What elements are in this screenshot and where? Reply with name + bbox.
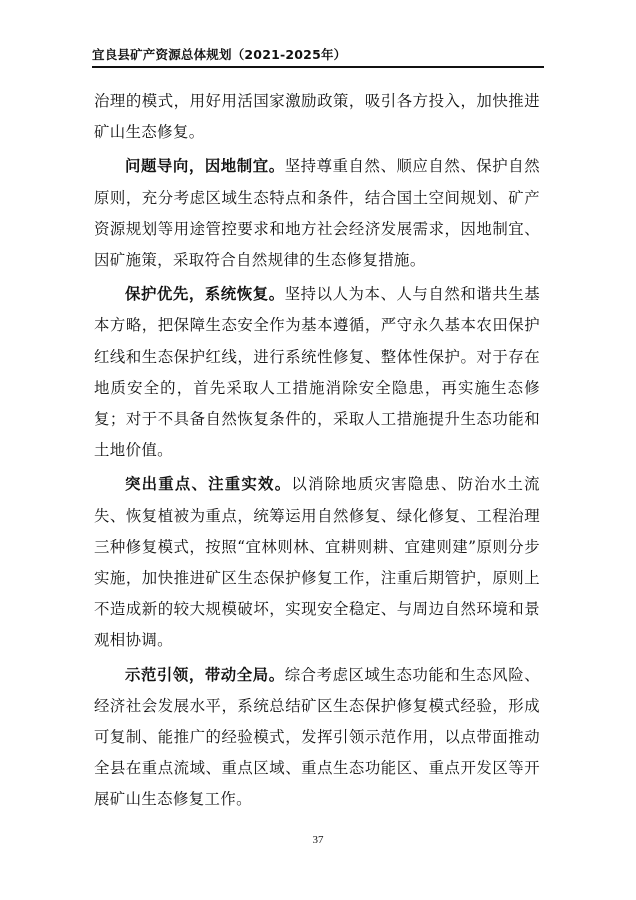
paragraph-protection-first [94, 279, 540, 466]
body-text [94, 86, 540, 819]
header-rule [92, 66, 544, 68]
page-number: 37 [312, 834, 324, 846]
paragraph-text: 坚持尊重自然、顺应自然、保护自然原则，充分考虑区域生态特点和条件，结合国土空间规划、矿产资源规划等用途管控要求和地方社会经济发展需求，因地制宜、因矿施策，采取符合自然规律的生态修复措施。 [94, 157, 540, 270]
paragraph-continuation [94, 86, 540, 148]
paragraph-text: 以消除地质灾害隐患、防治水土流失、恢复植被为重点，统筹运用自然修复、绿化修复、工程治理三种修复模式，按照“宜林则林、宜耕则耕、宜建则建”原则分步实施，加快推进矿区生态保护修复工作，注重后期管护，原则上不造成新的较大规模破坏，实现安全稳定、与周边自然环境和景观相协调。 [94, 475, 540, 650]
paragraph-lead: 示范引领，带动全局。 [125, 665, 285, 684]
paragraph-demonstration [94, 660, 540, 816]
paragraph-text: 综合考虑区域生态功能和生态风险、经济社会发展水平，系统总结矿区生态保护修复模式经验，形成可复制、能推广的经验模式，发挥引领示范作用，以点带面推动全县在重点流域、重点区域、重点生态功能区、重点开发区等开展矿山生态修复工作。 [94, 665, 540, 809]
paragraph-key-points [94, 469, 540, 656]
running-header: 宜良县矿产资源总体规划（2021-2025年） [92, 47, 347, 62]
paragraph-problem-oriented [94, 151, 540, 276]
paragraph-text: 治理的模式，用好用活国家激励政策，吸引各方投入，加快推进矿山生态修复。 [94, 92, 540, 142]
paragraph-lead: 保护优先，系统恢复。 [125, 285, 285, 304]
paragraph-lead: 突出重点、注重实效。 [125, 475, 292, 494]
paragraph-lead: 问题导向，因地制宜。 [125, 157, 285, 176]
paragraph-text: 坚持以人为本、人与自然和谐共生基本方略，把保障生态安全作为基本遵循，严守永久基本农田保护红线和生态保护红线，进行系统性修复、整体性保护。对于存在地质安全的，首先采取人工措施消除安全隐患，再实施生态修复；对于不具备自然恢复条件的，采取人工措施提升生态功能和土地价值。 [94, 285, 540, 460]
